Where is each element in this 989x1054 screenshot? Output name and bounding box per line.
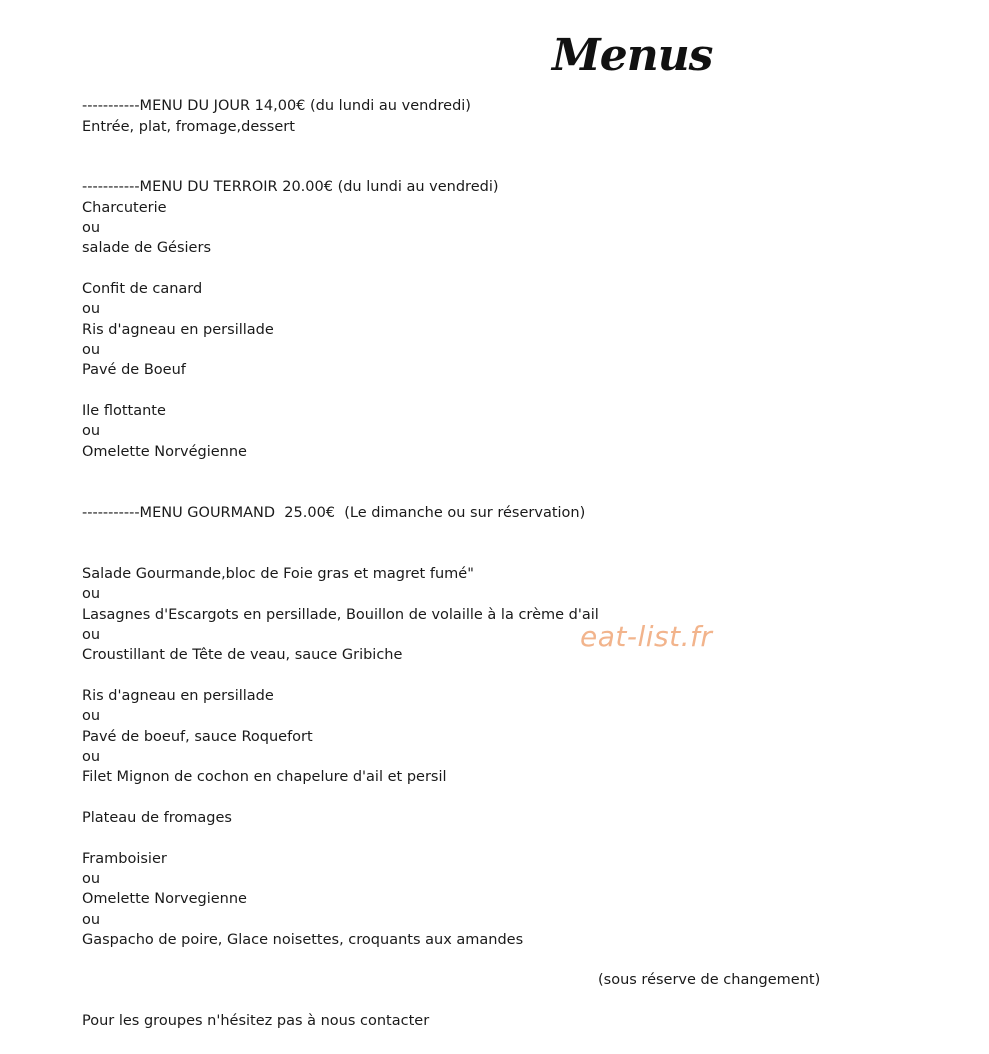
menu-line: ou: [82, 586, 101, 602]
menu-line: Omelette Norvégienne: [82, 444, 247, 460]
menu-line: Ile flottante: [82, 403, 166, 419]
menu-line: Croustillant de Tête de veau, sauce Gribiche: [82, 647, 403, 663]
menu-line: Gaspacho de poire, Glace noisettes, croquants aux amandes: [82, 932, 524, 948]
menu-line: Charcuterie: [82, 200, 167, 216]
menu-line: ou: [82, 708, 101, 724]
menu-line: Plateau de fromages: [82, 810, 232, 826]
menu-line: ou: [82, 301, 101, 317]
menu-line: Ris d'agneau en persillade: [82, 688, 274, 704]
menu-line: Pavé de Boeuf: [82, 362, 186, 378]
menu-line: Confit de canard: [82, 281, 203, 297]
menu-line: Omelette Norvegienne: [82, 891, 247, 907]
menu-line: ou: [82, 871, 101, 887]
menu-du-jour-heading: -----------MENU DU JOUR 14,00€ (du lundi au vendredi): [82, 98, 471, 114]
menu-line: Lasagnes d'Escargots en persillade, Bouillon de volaille à la crème d'ail: [82, 607, 599, 623]
page-title: Menus: [552, 30, 713, 81]
menu-line: ou: [82, 342, 101, 358]
menu-line: Entrée, plat, fromage,dessert: [82, 119, 295, 135]
menu-line: ou: [82, 749, 101, 765]
menu-gourmand-heading: -----------MENU GOURMAND 25.00€ (Le dimanche ou sur réservation): [82, 505, 586, 521]
menu-line: ou: [82, 627, 101, 643]
menu-line: Filet Mignon de cochon en chapelure d'ail et persil: [82, 769, 447, 785]
menu-line: salade de Gésiers: [82, 240, 211, 256]
group-contact-line: Pour les groupes n'hésitez pas à nous contacter: [82, 1013, 430, 1029]
menu-du-terroir-heading: -----------MENU DU TERROIR 20.00€ (du lundi au vendredi): [82, 179, 499, 195]
menu-line: ou: [82, 423, 101, 439]
disclaimer-note: (sous réserve de changement): [598, 972, 821, 988]
menu-line: Pavé de boeuf, sauce Roquefort: [82, 729, 313, 745]
menu-line: ou: [82, 220, 101, 236]
menu-line: ou: [82, 912, 101, 928]
menu-line: Ris d'agneau en persillade: [82, 322, 274, 338]
menu-line: Framboisier: [82, 851, 167, 867]
watermark: eat-list.fr: [580, 620, 713, 653]
menu-line: Salade Gourmande,bloc de Foie gras et magret fumé": [82, 566, 474, 582]
